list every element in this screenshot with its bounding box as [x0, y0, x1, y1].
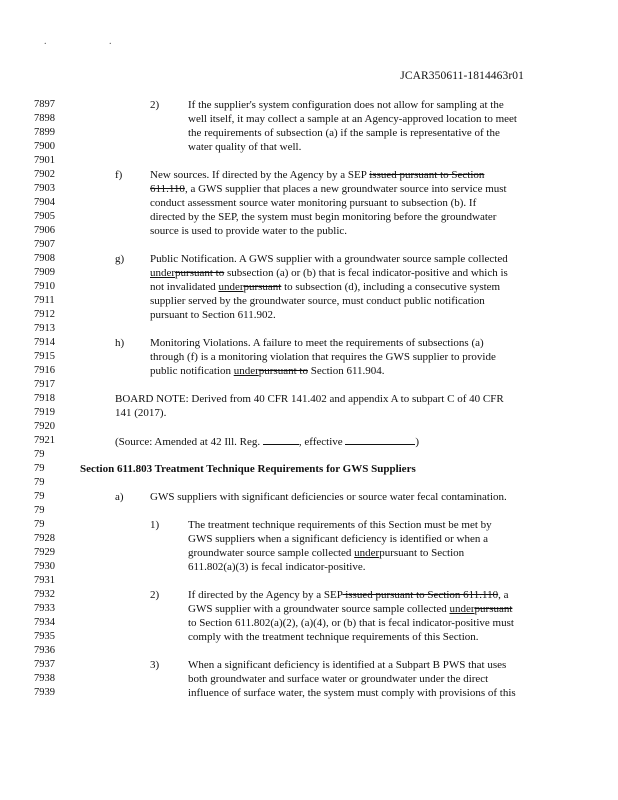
text-line — [188, 672, 488, 686]
line-number: 7918 — [34, 393, 55, 404]
section-heading: Section 611.803 Treatment Technique Requirements for GWS Suppliers — [80, 463, 416, 475]
item-label: 3) — [150, 659, 160, 671]
text-line — [188, 140, 301, 154]
text-segment: 611.802(a)(3) is fecal indicator-positive. — [188, 561, 366, 573]
text-segment: to Section 611.802(a)(2), (a)(4), or (b) that is fecal indicator-positive must — [188, 617, 514, 629]
text-line — [150, 224, 347, 238]
fill-in-blank — [345, 434, 415, 445]
item-label: 2) — [150, 589, 160, 601]
line-number: 7914 — [34, 337, 55, 348]
item-label: 2) — [150, 99, 160, 111]
inserted-text: under — [218, 281, 244, 293]
inserted-text: under — [233, 365, 259, 377]
text-line — [188, 630, 479, 644]
inserted-text: under — [150, 267, 176, 279]
line-number: 7897 — [34, 99, 55, 110]
text-line — [80, 462, 416, 476]
text-segment: directed by the SEP, the system must begin monitoring before the groundwater — [150, 211, 497, 223]
line-number: 7904 — [34, 197, 55, 208]
line-number: 7911 — [34, 295, 55, 306]
text-segment: water quality of that well. — [188, 141, 302, 153]
line-number: 7934 — [34, 617, 55, 628]
text-segment: The treatment technique requirements of this Section must be met by — [188, 519, 492, 531]
inserted-text: under — [449, 603, 475, 615]
line-number: 79 — [34, 519, 45, 530]
text-segment: conduct assessment source water monitoring pursuant to subsection (b). If — [150, 197, 477, 209]
text-segment: , a — [498, 589, 509, 601]
text-line — [188, 126, 500, 140]
text-line — [150, 490, 507, 504]
line-number: 7933 — [34, 603, 55, 614]
text-line — [188, 658, 506, 672]
text-segment: Public Notification. A GWS supplier with a groundwater source sample collected — [150, 253, 508, 265]
text-line — [150, 280, 500, 294]
struck-text: pursuant — [474, 603, 513, 615]
text-segment: through (f) is a monitoring violation that requires the GWS supplier to provide — [150, 351, 496, 363]
text-line — [115, 392, 504, 406]
text-line — [188, 560, 365, 574]
line-number: 79 — [34, 449, 45, 460]
text-line — [150, 336, 484, 350]
line-number: 7929 — [34, 547, 55, 558]
text-segment: (Source: Amended at 42 Ill. Reg. — [115, 436, 263, 448]
line-number: 7908 — [34, 253, 55, 264]
text-segment: comply with the treatment technique requirements of this Section. — [188, 631, 479, 643]
text-segment: 141 (2017). — [115, 407, 167, 419]
struck-text: issued pursuant to Section — [369, 169, 485, 181]
line-number: 7898 — [34, 113, 55, 124]
item-label: 1) — [150, 519, 160, 531]
item-label: f) — [115, 169, 123, 181]
line-number: 7910 — [34, 281, 55, 292]
text-segment: well itself, it may collect a sample at an Agency-approved location to meet — [188, 113, 517, 125]
line-number: 7913 — [34, 323, 55, 334]
struck-text: pursuant — [243, 281, 282, 293]
struck-text: 611.110 — [150, 183, 185, 195]
text-line — [115, 434, 419, 449]
line-number: 7935 — [34, 631, 55, 642]
line-number: 79 — [34, 505, 45, 516]
text-segment: pursuant to Section — [379, 547, 465, 559]
line-number: 7907 — [34, 239, 55, 250]
text-line — [150, 308, 276, 322]
text-segment: subsection (a) or (b) that is fecal indicator-positive and which is — [224, 267, 508, 279]
text-line — [188, 686, 516, 700]
text-line — [150, 350, 496, 364]
line-number: 7932 — [34, 589, 55, 600]
item-label: g) — [115, 253, 125, 265]
line-number: 7916 — [34, 365, 55, 376]
line-number: 7939 — [34, 687, 55, 698]
line-number: 7919 — [34, 407, 55, 418]
struck-text: pursuant to — [258, 365, 308, 377]
text-line — [188, 602, 512, 616]
text-segment: GWS suppliers with significant deficiencies or source water fecal contamination. — [150, 491, 507, 503]
text-line — [188, 616, 514, 630]
struck-text: pursuant to — [175, 267, 225, 279]
line-number: 7938 — [34, 673, 55, 684]
text-line — [188, 532, 488, 546]
text-line — [188, 588, 508, 602]
text-line — [150, 196, 476, 210]
line-number: 7901 — [34, 155, 55, 166]
item-label: h) — [115, 337, 125, 349]
text-line — [188, 112, 517, 126]
text-segment: , effective — [298, 436, 346, 448]
line-number: 7912 — [34, 309, 55, 320]
text-line — [150, 252, 508, 266]
text-segment: both groundwater and surface water or groundwater under the direct — [188, 673, 489, 685]
line-number: 7936 — [34, 645, 55, 656]
line-number: 7917 — [34, 379, 55, 390]
line-number: 7909 — [34, 267, 55, 278]
text-line — [188, 518, 492, 532]
line-number: 7902 — [34, 169, 55, 180]
line-number: 7906 — [34, 225, 55, 236]
line-number: 79 — [34, 477, 45, 488]
line-number: 79 — [34, 491, 45, 502]
text-segment: influence of surface water, the system must comply with provisions of this — [188, 687, 516, 699]
text-segment: New sources. If directed by the Agency by a SEP — [150, 169, 370, 181]
text-segment: the requirements of subsection (a) if the sample is representative of the — [188, 127, 500, 139]
text-segment: to subsection (d), including a consecutive system — [281, 281, 501, 293]
text-line — [150, 266, 508, 280]
text-segment: source is used to provide water to the public. — [150, 225, 348, 237]
line-number: 7903 — [34, 183, 55, 194]
text-line — [115, 406, 166, 420]
line-number: 7915 — [34, 351, 55, 362]
document-id: JCAR350611-1814463r01 — [400, 70, 524, 82]
line-number: 79 — [34, 463, 45, 474]
text-segment: supplier served by the groundwater source, must conduct public notification — [150, 295, 485, 307]
text-line — [150, 294, 485, 308]
text-segment: groundwater source sample collected — [188, 547, 355, 559]
text-segment: If the supplier's system configuration does not allow for sampling at the — [188, 99, 504, 111]
text-segment: When a significant deficiency is identified at a Subpart B PWS that uses — [188, 659, 507, 671]
inserted-text: under — [354, 547, 380, 559]
fill-in-blank — [263, 434, 299, 445]
line-number: 7937 — [34, 659, 55, 670]
text-segment: Section 611.904. — [307, 365, 385, 377]
text-line — [188, 98, 504, 112]
text-segment: Monitoring Violations. A failure to meet the requirements of subsections (a) — [150, 337, 484, 349]
text-line — [150, 168, 484, 182]
item-label: a) — [115, 491, 124, 503]
struck-text: issued pursuant to Section 611.110 — [342, 589, 499, 601]
text-segment: If directed by the Agency by a SEP — [188, 589, 343, 601]
text-segment: , a GWS supplier that places a new groundwater source into service must — [184, 183, 507, 195]
scan-specks: . . — [44, 36, 142, 47]
text-segment: BOARD NOTE: Derived from 40 CFR 141.402 and appendix A to subpart C of 40 CFR — [115, 393, 504, 405]
line-number: 7899 — [34, 127, 55, 138]
line-number: 7905 — [34, 211, 55, 222]
text-segment: not invalidated — [150, 281, 219, 293]
text-segment: pursuant to Section 611.902. — [150, 309, 276, 321]
line-number: 7900 — [34, 141, 55, 152]
line-number: 7928 — [34, 533, 55, 544]
text-line — [188, 546, 464, 560]
line-number: 7921 — [34, 435, 55, 446]
text-line — [150, 210, 496, 224]
text-segment: public notification — [150, 365, 234, 377]
line-number: 7920 — [34, 421, 55, 432]
line-number: 7930 — [34, 561, 55, 572]
text-segment: GWS suppliers when a significant deficiency is identified or when a — [188, 533, 488, 545]
text-line — [150, 182, 507, 196]
text-segment: GWS supplier with a groundwater source sample collected — [188, 603, 450, 615]
text-line — [150, 364, 385, 378]
line-number: 7931 — [34, 575, 55, 586]
text-segment: ) — [415, 436, 420, 448]
